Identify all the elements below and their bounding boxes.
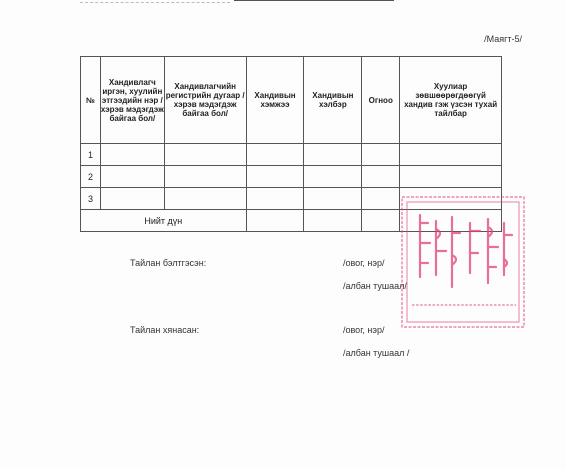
table-cell xyxy=(246,166,304,188)
checked-name-label: /овог, нэр/ xyxy=(343,325,385,335)
prepared-by-label: Тайлан бэлтгэсэн: xyxy=(130,258,207,268)
col-header-explanation: Хуулиар зөвшөөрөгдөөгүй хандив гэж үзсэн тухай тайлбар xyxy=(400,57,502,144)
table-cell xyxy=(304,188,362,210)
top-dotted-line xyxy=(80,0,230,3)
official-stamp-seal xyxy=(398,193,528,331)
stamp-script-marks xyxy=(420,215,512,287)
total-label: Нийт дүн xyxy=(81,210,247,232)
col-header-number: № xyxy=(81,57,101,144)
form-annex-label: /Маягт-5/ xyxy=(484,34,522,44)
col-header-form: Хандивын хэлбэр xyxy=(304,57,362,144)
table-cell xyxy=(362,210,400,232)
table-cell xyxy=(362,188,400,210)
table-cell xyxy=(164,188,246,210)
row-number: 1 xyxy=(81,144,101,166)
col-header-amount: Хандивын хэмжээ xyxy=(246,57,304,144)
table-cell xyxy=(100,188,164,210)
table-cell xyxy=(400,144,502,166)
prepared-name-label: /овог, нэр/ xyxy=(343,258,385,268)
table-header-row xyxy=(81,57,502,144)
table-cell xyxy=(164,144,246,166)
table-cell xyxy=(246,144,304,166)
table-cell xyxy=(100,166,164,188)
table-cell xyxy=(246,188,304,210)
table-row xyxy=(81,144,502,166)
checked-position-label: /албан тушаал / xyxy=(343,348,410,358)
table-cell xyxy=(304,210,362,232)
table-row xyxy=(81,166,502,188)
col-header-donor-name: Хандивлагч иргэн, хуулийн этгээдийн нэр /хэрэв мэдэгдэж байгаа бол/ xyxy=(100,57,164,144)
prepared-position-label: /албан тушаал/ xyxy=(343,281,407,291)
table-cell xyxy=(400,166,502,188)
top-underline xyxy=(234,0,394,1)
table-cell xyxy=(362,166,400,188)
row-number: 2 xyxy=(81,166,101,188)
table-cell xyxy=(304,144,362,166)
row-number: 3 xyxy=(81,188,101,210)
checked-by-label: Тайлан хянасан: xyxy=(130,325,200,335)
table-cell xyxy=(246,210,304,232)
col-header-date: Огноо xyxy=(362,57,400,144)
table-cell xyxy=(100,144,164,166)
table-cell xyxy=(164,166,246,188)
table-cell xyxy=(304,166,362,188)
col-header-register-number: Хандивлагчийн регистрийн дугаар /хэрэв мэдэгдэж байгаа бол/ xyxy=(164,57,246,144)
table-cell xyxy=(362,144,400,166)
